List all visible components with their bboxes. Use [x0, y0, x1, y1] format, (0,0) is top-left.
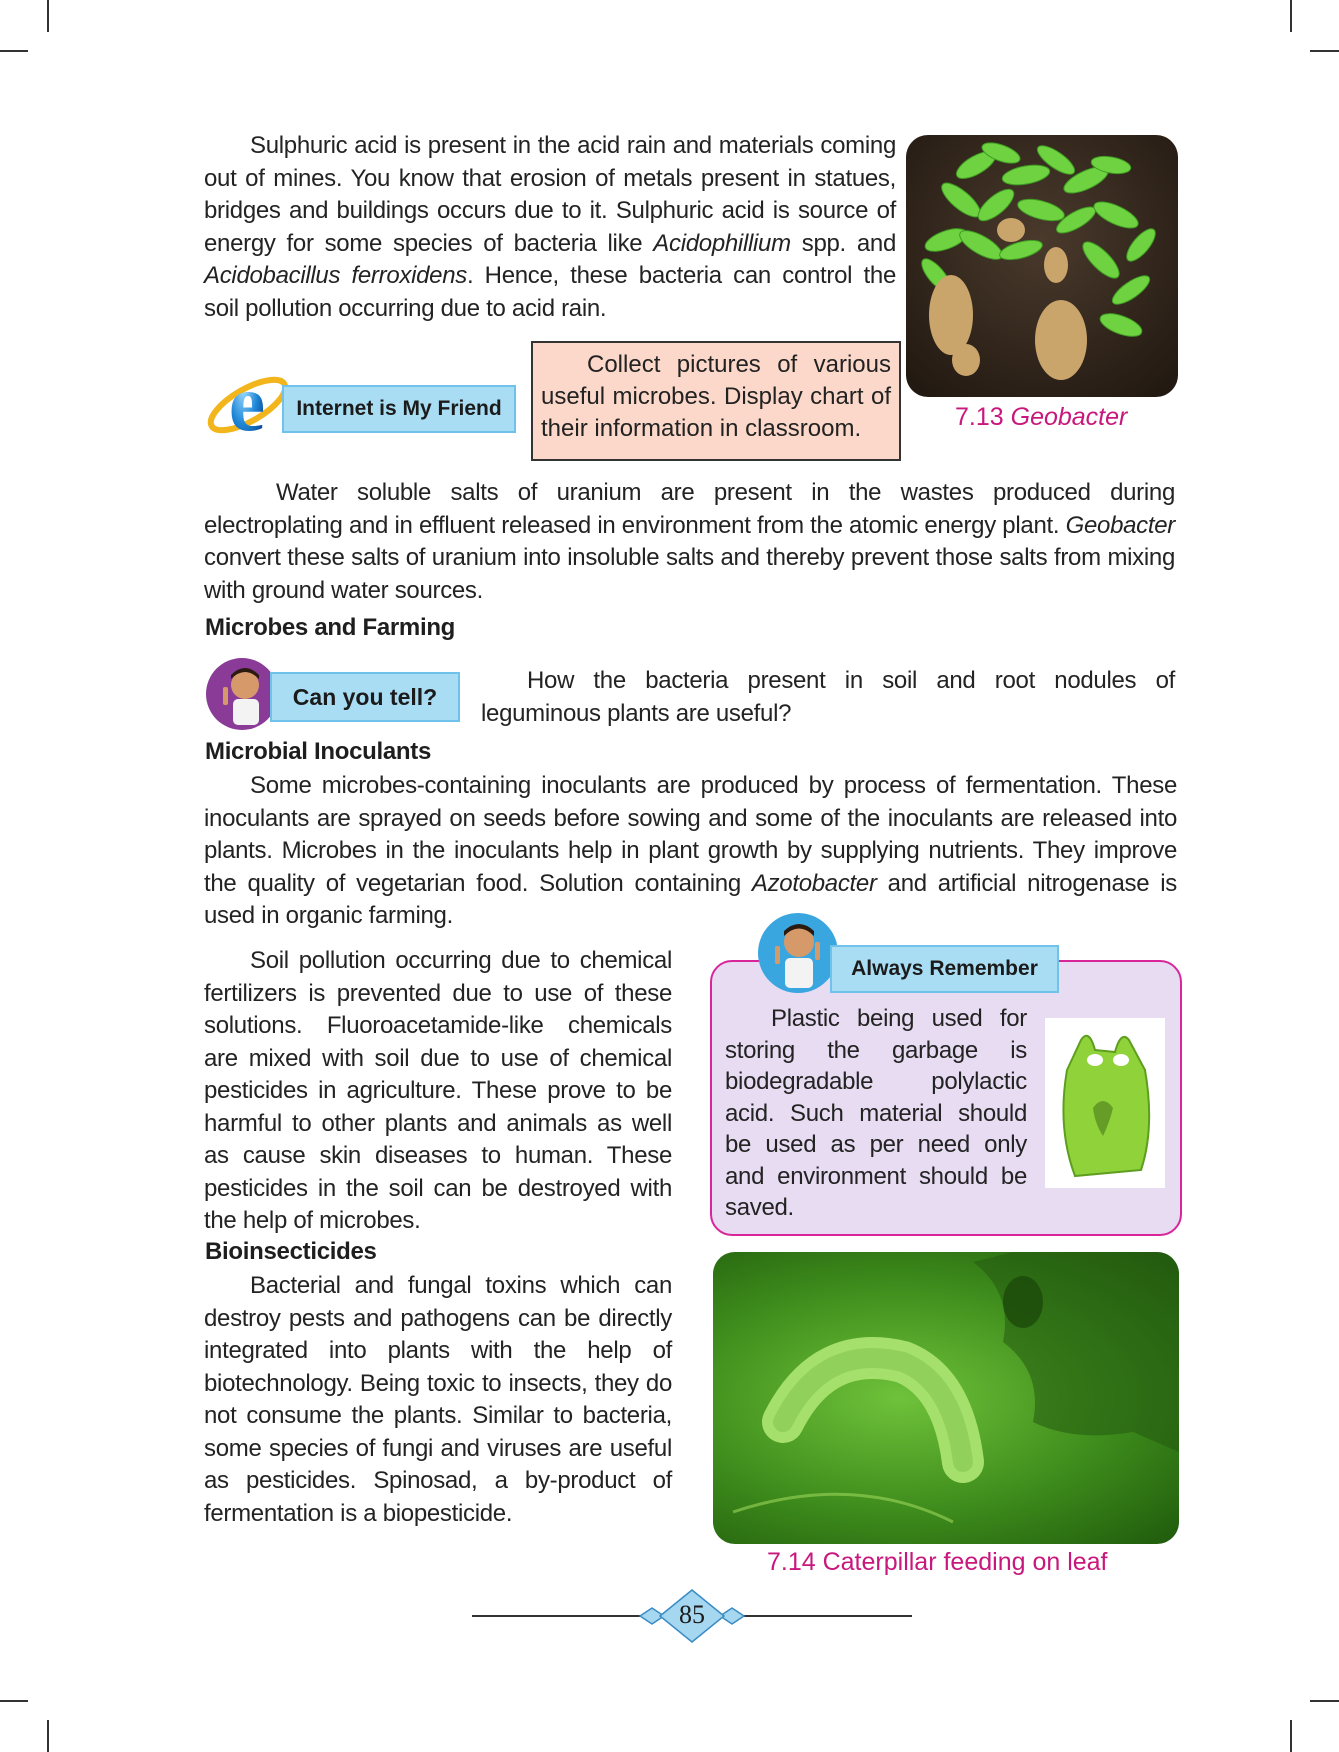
- crop-mark: [0, 1700, 28, 1702]
- paragraph-acid-rain: [204, 130, 896, 325]
- figure-714-caption: 7.14 Caterpillar feeding on leaf: [767, 1548, 1108, 1576]
- footer-rule-left: [472, 1615, 642, 1617]
- paragraph-uranium: [204, 477, 1175, 607]
- page-number: 85: [679, 1600, 705, 1629]
- footer-rule-right: [740, 1615, 912, 1617]
- para-text: Some microbes-containing inoculants are produced by process of fermentation. These inoculants are sprayed on seeds before sowing and some of the inoculants are released into plants. Microbes in the inoculants help in plant growth by supplying nutrients. They improve the quality of vegetarian food. Solution containing: [204, 772, 1177, 897]
- heading-microbes-farming: Microbes and Farming: [205, 614, 456, 641]
- caption-number: 7.13: [955, 403, 1004, 431]
- crop-mark: [1310, 50, 1339, 52]
- always-remember-label: Always Remember: [830, 945, 1059, 993]
- paragraph-bioinsecticides: [204, 1270, 672, 1530]
- always-remember-text: [725, 1003, 1027, 1224]
- para-text: Bacterial and fungal toxins which can destroy pests and pathogens can be directly integrated into plants with the help of biotechnology. Being toxic to insects, they do not consume the plants. Similar to bacteria, some species of fungi and viruses are useful as pesticides. Spinosad, a by-product of fermentation is a biopesticide.: [204, 1272, 672, 1527]
- para-text: Water soluble salts of uranium are present in the wastes produced during electroplating and in effluent released in environment from the atomic energy plant.: [204, 479, 1175, 539]
- paragraph-inoculants: [204, 770, 1177, 933]
- can-you-tell-question: [481, 665, 1175, 730]
- heading-microbial-inoculants: Microbial Inoculants: [205, 738, 432, 765]
- species-name: Geobacter: [1065, 511, 1175, 539]
- paragraph-soil-pollution: [204, 945, 672, 1238]
- figure-713-caption: [955, 403, 1127, 432]
- crop-mark: [0, 50, 28, 52]
- internet-explorer-icon: [203, 360, 293, 450]
- crop-mark: [1290, 0, 1292, 32]
- crop-mark: [1310, 1700, 1339, 1702]
- caterpillar-illustration: [713, 1252, 1179, 1544]
- remember-text: Plastic being used for storing the garbage is biodegradable polylactic acid. Such material should be used as per need only and environment should be saved.: [725, 1005, 1027, 1221]
- crop-mark: [47, 1720, 49, 1752]
- caterpillar-photo: [713, 1252, 1179, 1544]
- plastic-bag-icon: [1045, 1018, 1165, 1188]
- activity-note-box: [531, 341, 901, 461]
- species-name: Acidophillium: [653, 229, 791, 257]
- species-name: Acidobacillus ferroxidens: [204, 262, 467, 289]
- para-text: spp. and: [790, 229, 896, 257]
- plastic-bag-image: [1045, 1018, 1165, 1188]
- boy-avatar-icon: [205, 657, 279, 731]
- para-text: convert these salts of uranium into insoluble salts and thereby prevent those salts from mixing with ground water sources.: [204, 544, 1175, 604]
- crop-mark: [47, 0, 49, 32]
- heading-bioinsecticides: Bioinsecticides: [205, 1238, 377, 1265]
- svg-text:e: e: [228, 360, 266, 448]
- crop-mark: [1290, 1720, 1292, 1752]
- can-you-tell-label: Can you tell?: [270, 672, 460, 722]
- internet-badge-label: Internet is My Friend: [282, 385, 516, 433]
- caption-name: Geobacter: [1010, 403, 1128, 431]
- boy-avatar-icon: [757, 912, 839, 994]
- activity-text: Collect pictures of various useful microbes. Display chart of their information in classroom.: [541, 351, 891, 442]
- question-text: How the bacteria present in soil and root nodules of leguminous plants are useful?: [481, 667, 1175, 727]
- bacteria-illustration: [906, 135, 1178, 397]
- para-text: Soil pollution occurring due to chemical fertilizers is prevented due to use of these solutions. Fluoroacetamide-like chemicals are mixed with soil due to use of chemical pesticides in agriculture. These prove to be harmful to other plants and animals as well as cause skin diseases to human. These pesticides in the soil can be destroyed with the help of microbes.: [204, 947, 672, 1234]
- para-text: and artificial nitrogenase is used in organic farming.: [204, 869, 1178, 929]
- para-text: Sulphuric acid is present in the acid rain and materials coming out of mines. You know that erosion of metals present in statues, bridges and buildings occurs due to it. Sulphuric acid is source of energy for some species of bacteria like: [204, 132, 896, 257]
- geobacter-photo: [906, 135, 1178, 397]
- species-name: Azotobacter: [751, 869, 877, 897]
- para-text: . Hence, these bacteria can control the soil pollution occurring due to acid rain.: [204, 262, 896, 322]
